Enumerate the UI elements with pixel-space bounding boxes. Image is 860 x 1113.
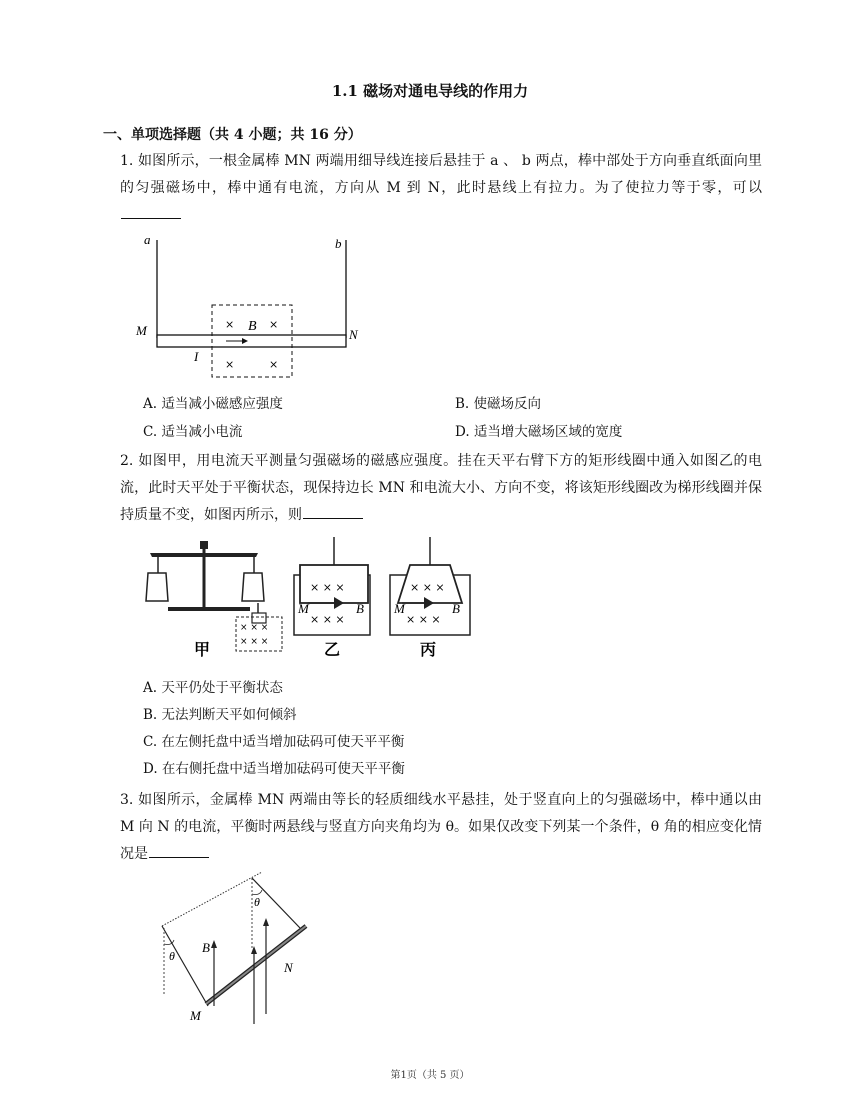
option-d: D. 适当增大磁场区域的宽度	[455, 424, 623, 440]
page-footer: 第1页（共 5 页）	[390, 1070, 470, 1081]
cross-row: × × ×	[240, 637, 269, 647]
option-a: A. 天平仍处于平衡状态	[143, 680, 283, 696]
label-theta: θ	[169, 949, 175, 963]
answer-blank	[121, 204, 181, 219]
question-1	[120, 148, 762, 229]
label-B: B	[452, 601, 460, 616]
question-2	[120, 448, 762, 529]
answer-blank	[303, 504, 363, 519]
option-d: D. 在右侧托盘中适当增加砝码可使天平平衡	[143, 761, 405, 777]
cross-row: × × ×	[240, 623, 269, 633]
cross-mark: ×	[269, 358, 279, 371]
label-M: M	[394, 601, 405, 616]
option-a: A. 适当减小磁感应强度	[143, 396, 283, 412]
label-b: b	[335, 236, 342, 251]
label-jia: 甲	[194, 640, 211, 659]
label-theta: θ	[254, 895, 260, 909]
figure-3-tilted-rod	[150, 866, 320, 1028]
label-M: M	[136, 323, 147, 338]
label-B: B	[356, 601, 364, 616]
option-b: B. 无法判断天平如何倾斜	[143, 707, 297, 723]
cross-row: × × ×	[310, 613, 345, 626]
page-title: 1.1 磁场对通电导线的作用力	[331, 82, 529, 100]
label-bing: 丙	[420, 640, 437, 659]
cross-row: × × ×	[410, 581, 445, 594]
cross-row: × × ×	[406, 613, 441, 626]
label-I: I	[194, 349, 199, 364]
label-N: N	[349, 327, 358, 342]
cross-row: × × ×	[310, 581, 345, 594]
label-a: a	[144, 232, 151, 247]
label-yi: 乙	[324, 640, 341, 659]
question-2-text: 2. 如图甲，用电流天平测量匀强磁场的磁感应强度。挂在天平右臂下方的矩形线圈中通入如图乙的电流，此时天平处于平衡状态，现保持边长 MN 和电流大小、方向不变，将该矩形线圈改为梯形线圈并保持质量不变，如图丙所示，则	[120, 453, 762, 523]
cross-mark: ×	[225, 358, 235, 371]
label-N: N	[284, 960, 293, 975]
cross-mark: ×	[269, 318, 279, 331]
figure-2-current-balance	[138, 533, 478, 663]
figure-1-suspended-rod	[130, 228, 380, 383]
label-M: M	[298, 601, 309, 616]
question-3	[120, 787, 762, 868]
answer-blank	[149, 843, 209, 858]
label-M: M	[190, 1008, 201, 1023]
option-c: C. 在左侧托盘中适当增加砝码可使天平平衡	[143, 734, 405, 750]
option-b: B. 使磁场反向	[455, 396, 542, 412]
option-c: C. 适当减小电流	[143, 424, 243, 440]
section-heading: 一、单项选择题（共 4 小题；共 16 分）	[103, 127, 362, 143]
label-B: B	[248, 319, 257, 334]
cross-mark: ×	[225, 318, 235, 331]
label-B: B	[202, 940, 210, 955]
question-3-text: 3. 如图所示，金属棒 MN 两端由等长的轻质细线水平悬挂，处于竖直向上的匀强磁场中，棒中通以由 M 向 N 的电流，平衡时两悬线与竖直方向夹角均为 θ。如果仅改变下列某一个条件，θ 角的相应变化情况是	[120, 792, 762, 862]
question-1-text: 1. 如图所示，一根金属棒 MN 两端用细导线连接后悬挂于 a 、 b 两点，棒中部处于方向垂直纸面向里的匀强磁场中，棒中通有电流，方向从 M 到 N，此时悬线上有拉力。为了使拉力等于零，可以	[120, 153, 762, 196]
